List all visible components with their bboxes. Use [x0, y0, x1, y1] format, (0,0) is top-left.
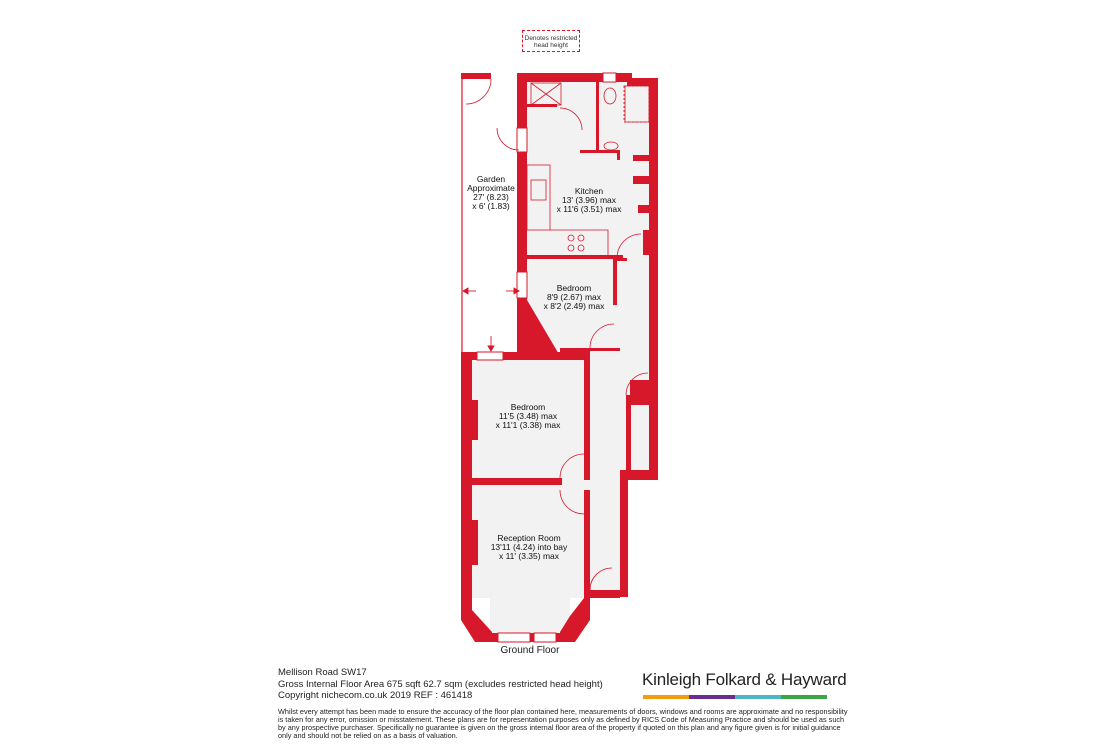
- brand-color-bar: [643, 695, 827, 699]
- kitchen-label: [545, 187, 633, 214]
- garden-line1: Approximate: [467, 183, 515, 193]
- bedroom-large-name: Bedroom: [510, 402, 546, 412]
- kitchen-name: Kitchen: [574, 186, 604, 196]
- bedroom-small-line1: 8'9 (2.67) max: [546, 292, 602, 302]
- restricted-legend-text: Denotes restricted head height: [524, 35, 578, 49]
- brand-bar-purple: [689, 695, 735, 699]
- bedroom-small-label: [533, 284, 615, 311]
- copyright: Copyright nichecom.co.uk 2019 REF : 461418: [278, 690, 473, 701]
- disclaimer: Whilst every attempt has been made to ensure the accuracy of the floor plan contained here, measurements of doors, windows and rooms are approximate and no responsibility is taken for any error, omission or misstatement. These plans are for representation purposes only as defined by RICS Code of Measuring Practice and should be used as such by any prospective purchaser. Specifically no guarantee is given on the gross internal floor area of the property if quoted on this plan and any figure given is for initial guidance only and should not be relied on as a basis of valuation.: [278, 707, 848, 740]
- garden-arrows: [463, 288, 519, 351]
- garden-name: Garden: [476, 174, 506, 184]
- reception-line2: x 11' (3.35) max: [498, 551, 560, 561]
- garden-label: [455, 175, 527, 211]
- bedroom-small-line2: x 8'2 (2.49) max: [543, 301, 605, 311]
- garden-line2: 27' (8.23): [473, 192, 509, 202]
- restricted-legend: [522, 30, 580, 52]
- bedroom-large-line2: x 11'1 (3.38) max: [495, 420, 561, 430]
- brand-bar-orange: [643, 695, 689, 699]
- garden-line3: x 6' (1.83): [472, 201, 510, 211]
- brand-bar-teal: [735, 695, 781, 699]
- bedroom-large-label: [484, 403, 572, 430]
- floor-area: Gross Internal Floor Area 675 sqft 62.7 sqm (excludes restricted head height): [278, 679, 603, 690]
- bedroom-small-name: Bedroom: [556, 283, 592, 293]
- reception-name: Reception Room: [497, 533, 561, 543]
- bedroom-large-line1: 11'5 (3.48) max: [498, 411, 558, 421]
- kitchen-line1: 13' (3.96) max: [561, 195, 617, 205]
- garden-outline: [462, 76, 490, 355]
- brand-bar-green: [781, 695, 827, 699]
- floor-label: Ground Floor: [500, 645, 560, 656]
- address: Mellison Road SW17: [278, 667, 367, 678]
- brand-logo-text: Kinleigh Folkard & Hayward: [642, 670, 847, 689]
- reception-line1: 13'11 (4.24) into bay: [490, 542, 568, 552]
- kitchen-line2: x 11'6 (3.51) max: [556, 204, 622, 214]
- reception-label: [474, 534, 584, 561]
